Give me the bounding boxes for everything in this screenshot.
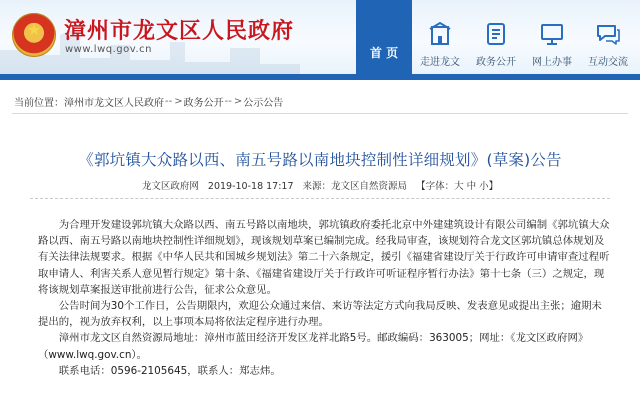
breadcrumb-separator: -- bbox=[224, 95, 232, 107]
nav-about-label: 走进龙文 bbox=[420, 57, 460, 68]
document-icon bbox=[483, 21, 509, 47]
article-body bbox=[38, 217, 610, 379]
article-paragraph: 联系电话：0596-2105645，联系人：郑志炜。 bbox=[58, 364, 281, 377]
nav-home[interactable] bbox=[356, 0, 412, 74]
building-icon bbox=[427, 21, 453, 47]
font-size-switcher[interactable]: 【字体：大 中 小】 bbox=[416, 181, 499, 192]
site-header bbox=[0, 0, 640, 74]
main-nav bbox=[356, 0, 636, 74]
article-paragraph: 公告时间为30个工作日，公告期限内，欢迎公众通过来信、来访等法定方式向我局反映、发表意见或提出主张；逾期未提出的，视为放弃权利，以上事项本局将依法定程序进行办理。 bbox=[38, 300, 602, 329]
site-title: 漳州市龙文区人民政府 bbox=[64, 18, 295, 44]
site-url: www.lwq.gov.cn bbox=[65, 44, 152, 55]
national-emblem-icon: ★ bbox=[12, 13, 56, 57]
breadcrumb-separator: -- bbox=[165, 95, 173, 107]
nav-interaction[interactable] bbox=[580, 0, 636, 74]
breadcrumb-item-home[interactable]: 漳州市龙文区人民政府 bbox=[64, 97, 164, 109]
article-meta bbox=[0, 178, 640, 192]
article-paragraph: 为合理开发建设郭坑镇大众路以西、南五号路以南地块，郭坑镇政府委托北京中外建建筑设计有限公司编制《郭坑镇大众路以西、南五号路以南地块控制性详细规划》，现该规划草案已编制完成。经我局审查，该规划符合龙文区郭坑镇总体规划及有关法律法规要求。根据《中华人民共和国城乡规划法》第二十六条规定，援引《福建省建设厅关于行政许可申请审查过程听取申请人、利害关系人意见暂行规定》第十条、《福建省建设厅关于行政许可听证程序暂行办法》第十七条（三）之规定，现将该规划草案报送审批前进行公告，征求公众意见。 bbox=[38, 219, 610, 296]
chat-icon bbox=[595, 21, 621, 47]
nav-about-longwen[interactable] bbox=[412, 0, 468, 74]
nav-gov-affairs[interactable] bbox=[468, 0, 524, 74]
meta-divider bbox=[30, 198, 610, 199]
breadcrumb-item-notices[interactable]: 公示公告 bbox=[243, 97, 284, 109]
article-paragraph: 漳州市龙文区自然资源局地址：漳州市蓝田经济开发区龙祥北路5号。邮政编码：363005；网址：《龙文区政府网》（www.lwq.gov.cn）。 bbox=[38, 332, 589, 361]
nav-home-label: 首 页 bbox=[369, 45, 399, 60]
breadcrumb-prefix: 当前位置： bbox=[14, 97, 64, 109]
article-origin: 来源：龙文区自然资源局 bbox=[302, 181, 408, 192]
nav-gov-affairs-label: 政务公开 bbox=[476, 57, 516, 68]
computer-icon bbox=[539, 21, 565, 47]
breadcrumb-item-gov-affairs[interactable]: 政务公开 bbox=[183, 97, 224, 109]
nav-online-services-label: 网上办事 bbox=[532, 57, 572, 68]
nav-online-services[interactable] bbox=[524, 0, 580, 74]
header-bottom-bar bbox=[0, 74, 640, 80]
breadcrumb-underline bbox=[12, 113, 628, 114]
article-source: 龙文区政府网 bbox=[141, 181, 199, 192]
article-title: 《郭坑镇大众路以西、南五号路以南地块控制性详细规划》(草案)公告 bbox=[78, 151, 562, 169]
nav-interaction-label: 互动交流 bbox=[588, 57, 628, 68]
article-date: 2019-10-18 17:17 bbox=[207, 181, 294, 192]
breadcrumb: 当前位置： 漳州市龙文区人民政府 -- > 政务公开 -- > 公示公告 bbox=[14, 92, 626, 110]
